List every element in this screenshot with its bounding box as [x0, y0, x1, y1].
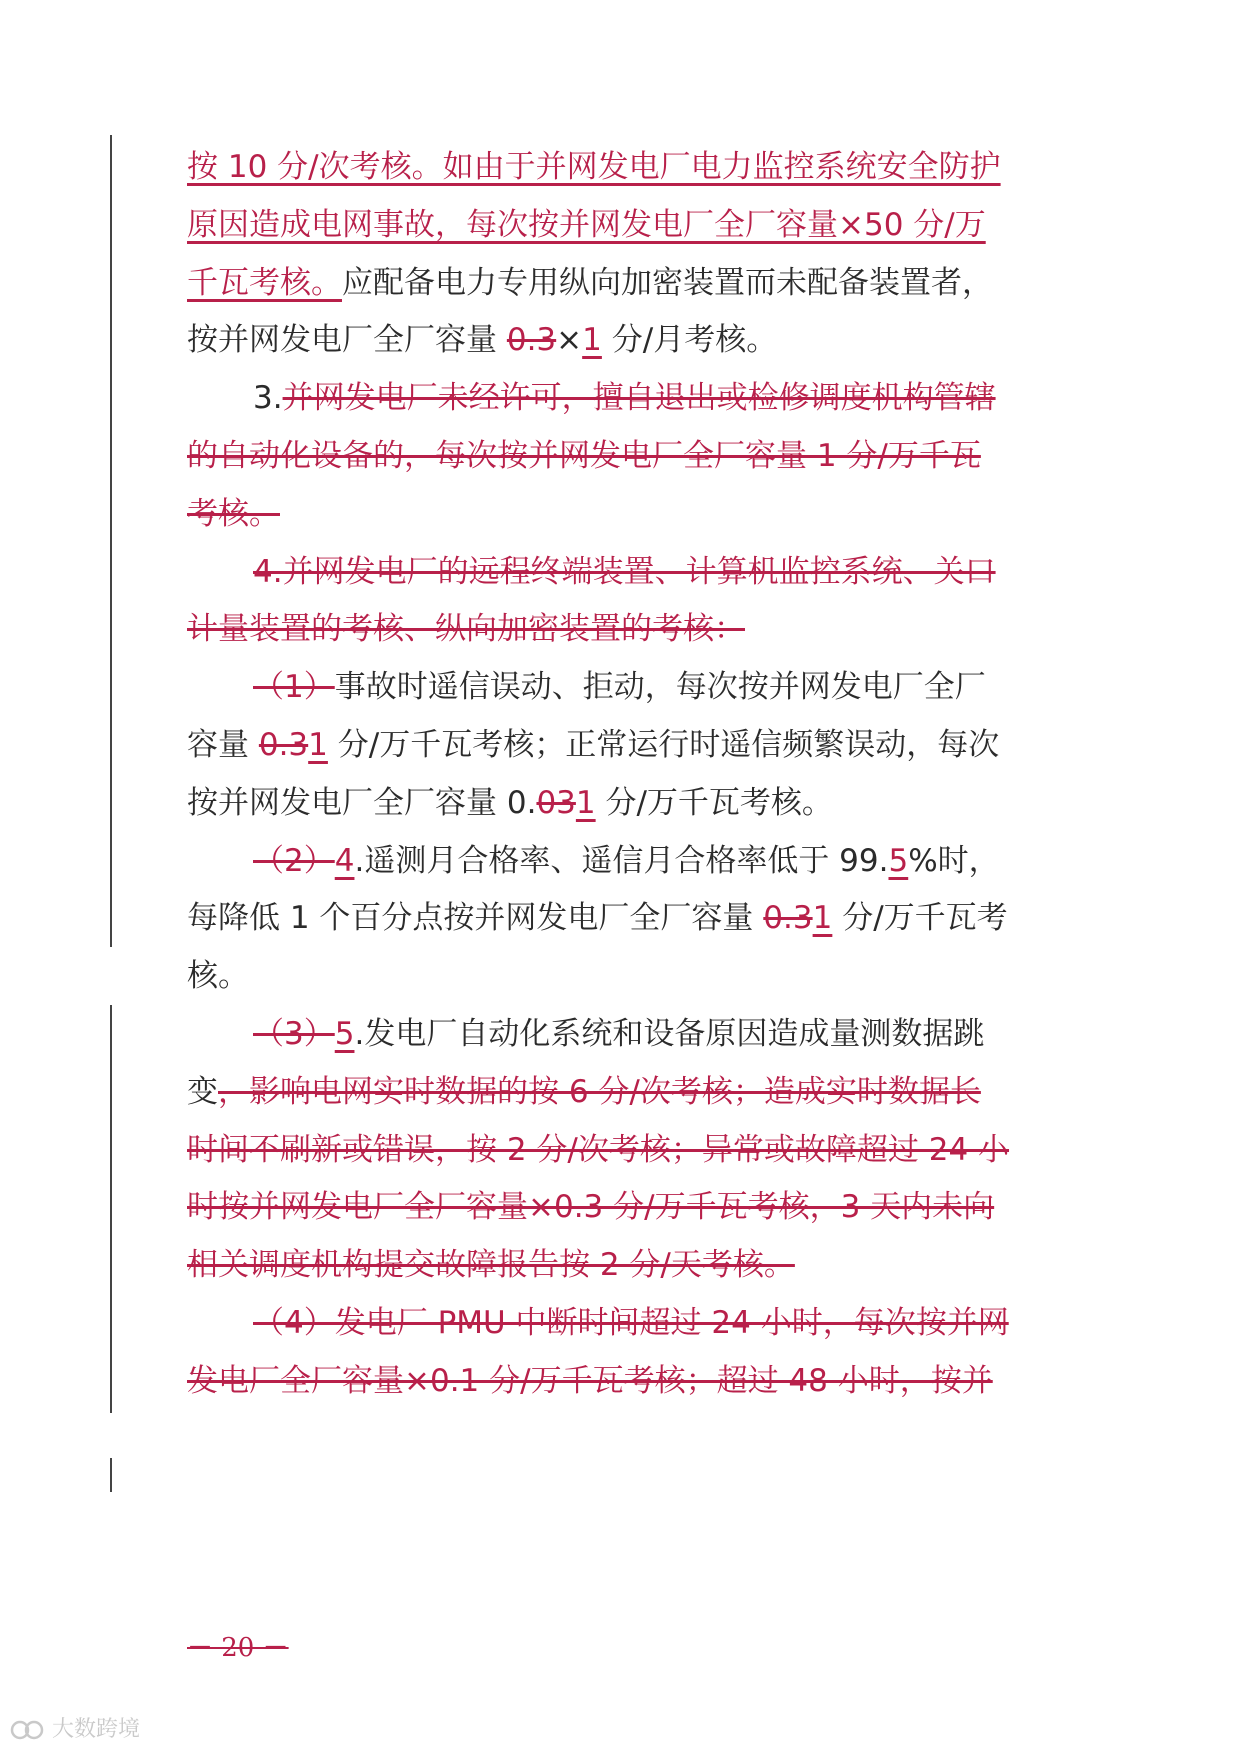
deleted-text: 时间不刷新或错误，按 2 分/次考核；异常或故障超过 24 小	[187, 1131, 1010, 1168]
text-span: .发电厂自动化系统和设备原因造成量测数据跳	[354, 1016, 985, 1052]
inserted-text: 原因造成电网事故，每次按并网发电厂全厂容量×50 分/万	[187, 206, 986, 243]
watermark-text: 大数跨境	[52, 1717, 141, 1742]
text-line	[187, 1060, 1057, 1124]
text-span: 分/万千瓦考	[832, 900, 1008, 937]
text-line	[187, 771, 1057, 835]
revision-bar	[110, 135, 112, 947]
text-span: 分/万千瓦考核；正常运行时遥信频繁误动，每次	[327, 727, 1000, 763]
text-span: 按并网发电厂全厂容量	[187, 322, 507, 359]
revision-bar	[110, 1458, 112, 1492]
text-span: 容量	[187, 727, 259, 763]
deleted-text: 相关调度机构提交故障报告按 2 分/天考核。	[187, 1247, 795, 1284]
deleted-text: 03	[536, 784, 576, 821]
text-span: %时，	[908, 842, 1000, 879]
text-line	[187, 135, 1057, 199]
text-line	[253, 366, 1057, 430]
text-line	[187, 193, 1057, 257]
deleted-text: 0.3	[258, 727, 309, 763]
text-span: 变	[187, 1073, 218, 1110]
deleted-text: ，影响电网实时数据的按 6 分/次考核；造成实时数据长	[218, 1073, 981, 1110]
deleted-text: 计量装置的考核、纵向加密装置的考核：	[187, 611, 745, 648]
deleted-text: 的自动化设备的，每次按并网发电厂全厂容量 1 分/万千瓦	[187, 438, 981, 474]
text-span: ×	[556, 322, 583, 359]
text-line	[187, 1118, 1057, 1182]
text-line	[187, 713, 1057, 777]
text-span: 应配备电力专用纵向加密装置而未配备装置者，	[342, 264, 993, 301]
deleted-text: 4.并网发电厂的远程终端装置、计算机监控系统、关口	[253, 553, 996, 590]
text-line	[253, 540, 1057, 604]
text-line	[187, 482, 1057, 546]
text-span: 核。	[187, 958, 249, 995]
text-line	[187, 597, 1057, 661]
text-line	[253, 655, 1057, 719]
text-line	[187, 424, 1057, 488]
inserted-text: 4	[334, 842, 355, 879]
text-line	[187, 944, 1057, 1008]
text-line	[187, 1349, 1057, 1413]
text-span: 事故时遥信误动、拒动，每次按并网发电厂全厂	[334, 669, 986, 706]
inserted-text: 1	[582, 322, 602, 359]
logo-icon	[10, 1716, 44, 1744]
text-line	[187, 308, 1057, 372]
text-span: 按并网发电厂全厂容量 0.	[187, 784, 537, 821]
inserted-text: 5	[888, 842, 909, 879]
text-line	[187, 251, 1057, 315]
page-number: － 20 －	[187, 1633, 289, 1663]
watermark	[10, 1712, 140, 1748]
text-line	[187, 1233, 1057, 1297]
inserted-text: 千瓦考核。	[187, 264, 342, 301]
inserted-text: 1	[575, 784, 596, 821]
text-span: 分/万千瓦考核。	[595, 784, 833, 821]
inserted-text: 1	[308, 727, 328, 763]
text-line	[253, 1291, 1057, 1355]
text-line	[187, 886, 1057, 950]
deleted-text: （2）	[253, 842, 335, 879]
inserted-text: 1	[812, 900, 833, 937]
text-span: 分/月考核。	[601, 322, 778, 359]
text-span: 每降低 1 个百分点按并网发电厂全厂容量	[187, 900, 764, 937]
deleted-text: （1）	[253, 669, 335, 706]
text-line	[253, 1002, 1057, 1066]
text-span: 3.	[253, 380, 283, 417]
deleted-text: 0.3	[506, 322, 557, 359]
text-line	[187, 1175, 1057, 1239]
inserted-text: 5	[334, 1016, 355, 1052]
inserted-text: 按 10 分/次考核。如由于并网发电厂电力监控系统安全防护	[187, 149, 1001, 185]
text-span: .遥测月合格率、遥信月合格率低于 99.	[354, 842, 889, 879]
deleted-text: （4）发电厂 PMU 中断时间超过 24 小时，每次按并网	[253, 1305, 1009, 1341]
revision-bar	[110, 1005, 112, 1413]
deleted-text: （3）	[253, 1016, 335, 1052]
deleted-text: 发电厂全厂容量×0.1 分/万千瓦考核；超过 48 小时，按并	[187, 1362, 993, 1399]
text-line	[253, 829, 1057, 893]
deleted-text: 并网发电厂未经许可，擅自退出或检修调度机构管辖	[282, 380, 996, 417]
deleted-text: 0.3	[763, 900, 813, 937]
deleted-text: 考核。	[187, 495, 280, 532]
deleted-text: 时按并网发电厂全厂容量×0.3 分/万千瓦考核，3 天内未向	[187, 1189, 995, 1226]
